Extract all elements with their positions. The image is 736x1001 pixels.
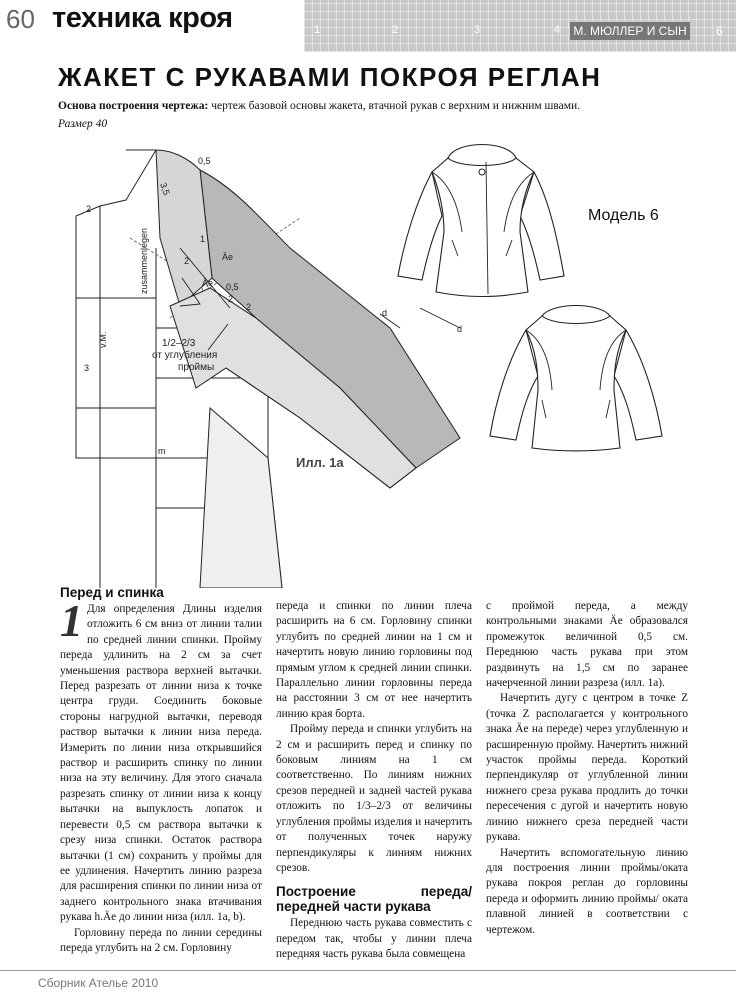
illustration-label: Илл. 1а (296, 455, 344, 470)
note-line-2: от углубления (152, 350, 218, 361)
ruler-number: 1 (314, 24, 321, 36)
label-2: 2 (228, 294, 234, 304)
model-label: Модель 6 (588, 207, 659, 224)
footer-divider (0, 970, 736, 971)
subtitle-lead: Основа построения чертежа: (58, 100, 209, 112)
page-number: 60 (6, 4, 35, 34)
label-2: 2 (184, 256, 190, 266)
paragraph: Пройму переда и спинки углубить на 2 см и расширить перед и спинку по боковым линиям на 1 см соответственно. По линиям нижних срезов передней и задней частей рукава отложить по 1/3–2/3 от величины углубления проймы изделия и начертить от полученных точек наружу перпендикуляры к линиям нижних срезов. (276, 723, 472, 874)
jacket-back-body (526, 309, 626, 452)
paragraph: Горловину переда по линии середины переда углубить на 2 см. Горловину (60, 926, 262, 954)
label-35: 3,5 (158, 181, 172, 197)
ruler-number: 4 (554, 24, 561, 36)
label-zusammenlegen: zusammenlegen (139, 227, 149, 294)
section-heading: Перед и спинка (60, 585, 164, 600)
label-ae: Äe (202, 278, 214, 288)
label-3: 3 (84, 363, 90, 373)
ruler-number: 3 (474, 24, 481, 36)
left-sleeve (398, 172, 442, 280)
paragraph: Начертить вспомогательную линию для построения линии проймы/оката рукава покроя реглан до горловины переда и оформить линию проймы/ оката плавной линией в соответствии с чертежом. (486, 846, 688, 936)
label-m: m (158, 446, 166, 456)
article-title: ЖАКЕТ С РУКАВАМИ ПОКРОЯ РЕГЛАН (58, 62, 602, 92)
section-title: техника кроя (52, 2, 233, 34)
paragraph: Переднюю часть рукава совместить с передом так, чтобы у линии плеча передняя часть рукава была совмещена (276, 917, 472, 961)
note-line-1: 1/2–2/3 (162, 338, 196, 349)
paragraph: с проймой переда, а между контрольными знаками Äe образовался промежуток величиной 0,5 см. Переднюю часть рукава при этом раздвинуть на 1,5 см по заранее начерченной линии разреза (илл. 1а). (486, 600, 688, 690)
label-2: 2 (86, 204, 92, 214)
label-05: 0,5 (198, 156, 211, 166)
subtitle-text: чертеж базовой основы жакета, втачной рукав с верхним и нижним швами. (208, 100, 581, 112)
drop-cap: 1 (60, 595, 83, 646)
text-column-3 (486, 599, 688, 938)
label-05: 0,5 (226, 282, 239, 292)
label-vm: v.M. (98, 331, 108, 348)
paragraph: переда и спинки по линии плеча расширить на 6 см. Горловину спинки углубить по средней линии на 1 см и начертить новую линию горловины под прямым углом к средней линии спинки. Параллельно линии горловины переда на расстоянии 3 см от нее начертить линию края борта. (276, 600, 472, 720)
back-collar (542, 306, 610, 324)
label-2: 2 (246, 302, 252, 312)
collar (448, 145, 516, 166)
brand-badge: М. МЮЛЛЕР И СЫН (570, 22, 690, 40)
section-heading: Построение переда/ передней части рукава (276, 884, 472, 915)
left-sleeve (490, 330, 538, 440)
paragraph: Начертить дугу с центром в точке Z (точка Z располагается у контрольного знака Äe на переде) через углубленную и расширенную пройму. Начертить нижний участок проймы переда. Короткий перпендикуляр от углубленной линии нижнего среза рукава продлить до точки пересечения с дугой и начертить новую линию нижнего среза передней части рукава. (486, 692, 688, 844)
jacket-front-sketch (396, 132, 566, 302)
label-d: d (457, 324, 463, 334)
note-line-3: проймы (178, 362, 215, 373)
ruler-number: 2 (392, 24, 399, 36)
article-subtitle (58, 100, 580, 112)
right-sleeve (614, 330, 662, 440)
label-ae: Äe (222, 252, 234, 262)
label-15: 1 (200, 234, 206, 244)
ruler-number: 6 (716, 24, 723, 38)
text-column-2 (276, 599, 472, 963)
hem-piece (200, 408, 282, 588)
page-header (0, 0, 736, 52)
jacket-back-sketch (486, 300, 666, 460)
text-column-1 (60, 585, 262, 956)
button-icon (479, 169, 485, 175)
label-d: d (382, 308, 388, 318)
paragraph-text: Для определения Длины изделия отложить 6 см вниз от линии талии по средней линии спинки. Пройму переда удлинить на 2 см за счет уменьшения раствора верхней вытачки. Перед разрезать от линии низа к точке центра груди. Соединить боковые стороны нагрудной вытачки, переводя раствор вытачки к линии низа переда. Измерить по линии низа открывшийся раствор и расширить спинку по линии низа на эту величину. Для этого сначала разрезать спинку от линии низа к концу вытачки на выпуклость лопаток и перевести 0,5 см раствора вытачки к срезу низа спинки. Остаток раствора вытачки (1 см) сохранить у проймы для ее удлинения. Начертить линию разреза для расширения спинки по линии низа от заднего контрольного знака втачивания рукава h.Äe до линии низа (илл. 1a, b). (60, 603, 262, 924)
size-label: Размер 40 (58, 118, 108, 130)
paragraph (60, 595, 262, 926)
footer-text: Сборник Ателье 2010 (38, 976, 159, 990)
